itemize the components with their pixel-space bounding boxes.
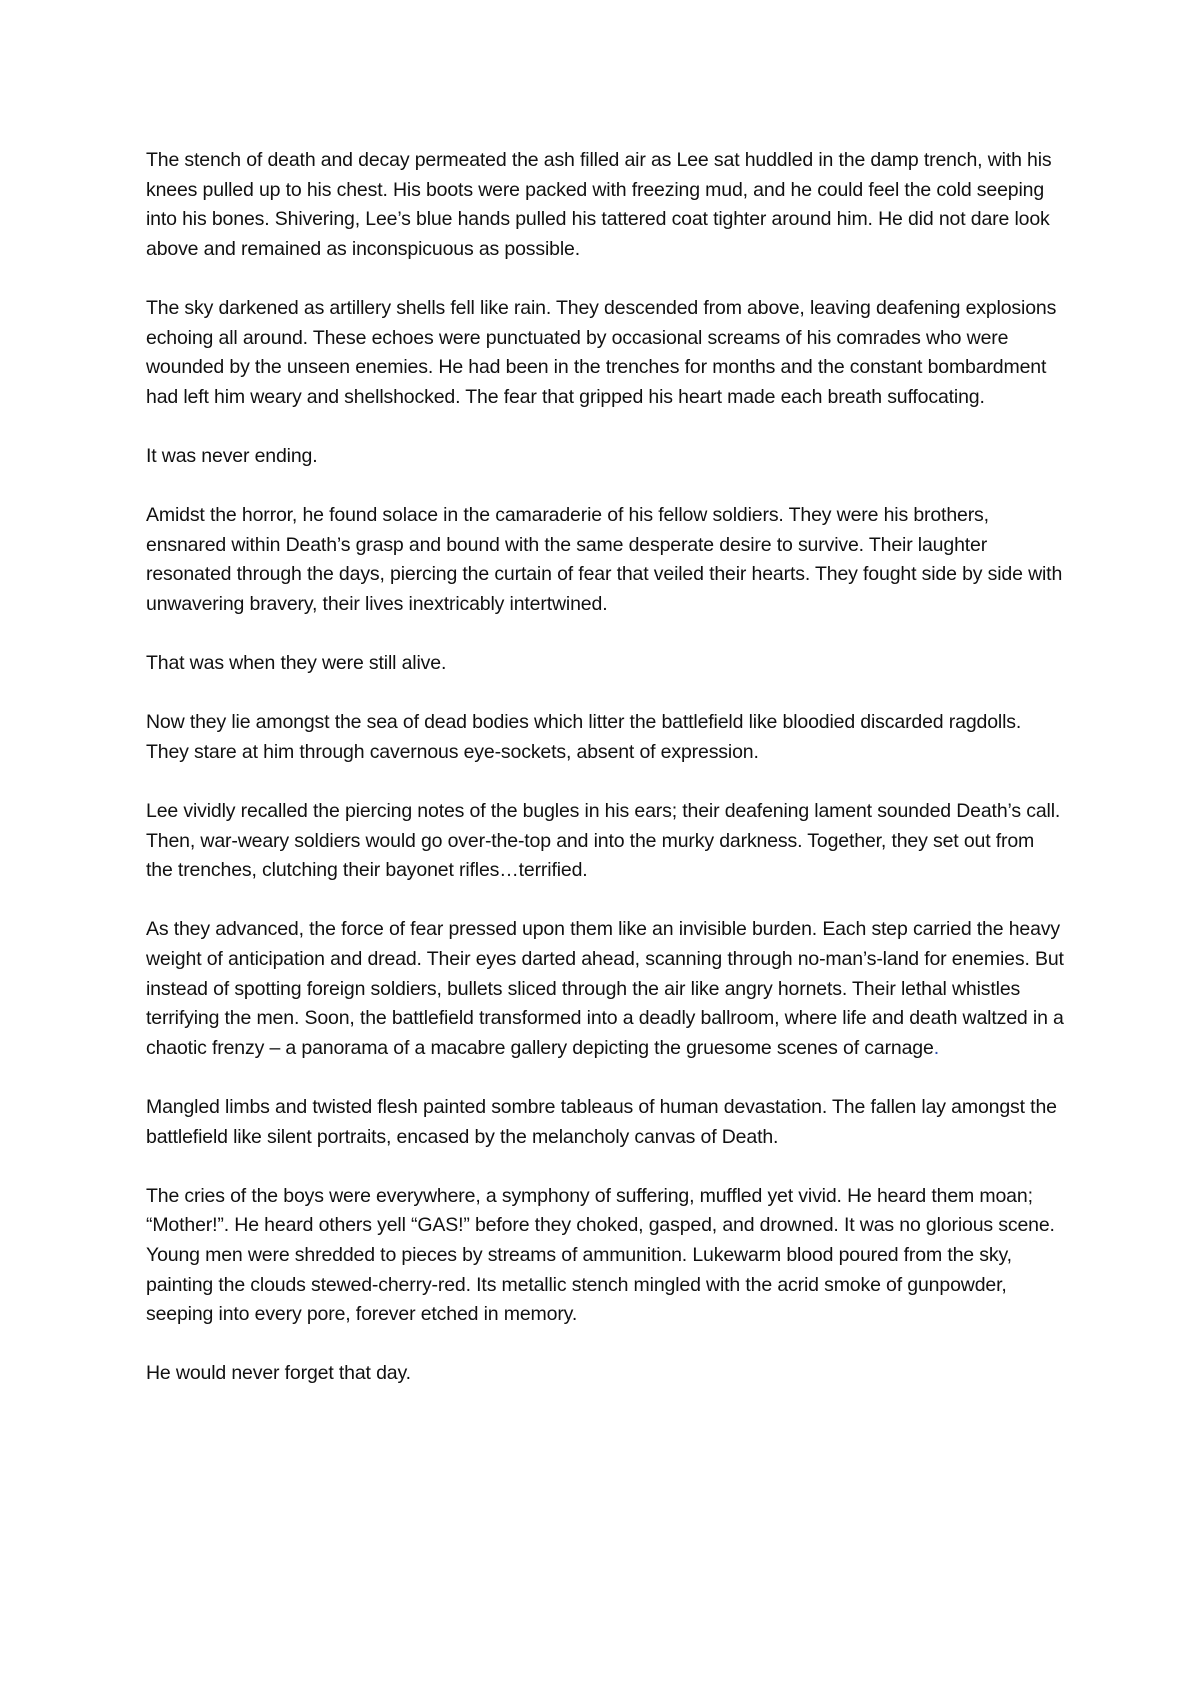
paragraph-5: That was when they were still alive. xyxy=(146,652,447,675)
document-body xyxy=(146,146,1066,1419)
paragraph-1: The stench of death and decay permeated the ash filled air as Lee sat huddled in the damp trench, with his knees pulled up to his chest. His boots were packed with freezing mud, and he could feel the cold seeping into his bones. Shivering, Lee’s blue hands pulled his tattered coat tighter around him. He did not dare look above and remained as inconspicuous as possible. xyxy=(146,149,1052,260)
paragraph-4: Amidst the horror, he found solace in the camaraderie of his fellow soldiers. They were his brothers, ensnared within Death’s grasp and bound with the same desperate desire to survive. Their laughter resonated through the days, piercing the curtain of fear that veiled their hearts. They fought side by side with unwavering bravery, their lives inextricably intertwined. xyxy=(146,504,1063,615)
accent-period: . xyxy=(933,1036,939,1059)
paragraph-8-text: As they advanced, the force of fear pressed upon them like an invisible burden. Each step carried the heavy weight of anticipation and dread. Their eyes darted ahead, scanning through no-man’s-land for enemies. But instead of spotting foreign soldiers, bullets sliced through the air like angry hornets. Their lethal whistles terrifying the men. Soon, the battlefield transformed into a deadly ballroom, where life and death waltzed in a chaotic frenzy – a panorama of a macabre gallery depicting the gruesome scenes of carnage xyxy=(146,918,1064,1059)
paragraph-6: Now they lie amongst the sea of dead bodies which litter the battlefield like bloodied discarded ragdolls. They stare at him through cavernous eye-sockets, absent of expression. xyxy=(146,711,1022,763)
paragraph-11: He would never forget that day. xyxy=(146,1362,411,1385)
paragraph-7: Lee vividly recalled the piercing notes of the bugles in his ears; their deafening lament sounded Death’s call. Then, war-weary soldiers would go over-the-top and into the murky darkness. Together, they set out from the trenches, clutching their bayonet rifles…terrified. xyxy=(146,800,1061,882)
paragraph-10: The cries of the boys were everywhere, a symphony of suffering, muffled yet vivid. He heard them moan; “Mother!”. He heard others yell “GAS!” before they choked, gasped, and drowned. It was no glorious scene. Young men were shredded to pieces by streams of ammunition. Lukewarm blood poured from the sky, painting the clouds stewed-cherry-red. Its metallic stench mingled with the acrid smoke of gunpowder, seeping into every pore, forever etched in memory. xyxy=(146,1184,1055,1326)
paragraph-9: Mangled limbs and twisted flesh painted sombre tableaus of human devastation. The fallen lay amongst the battlefield like silent portraits, encased by the melancholy canvas of Death. xyxy=(146,1096,1057,1148)
paragraph-2: The sky darkened as artillery shells fell like rain. They descended from above, leaving deafening explosions echoing all around. These echoes were punctuated by occasional screams of his comrades who were wounded by the unseen enemies. He had been in the trenches for months and the constant bombardment had left him weary and shellshocked. The fear that gripped his heart made each breath suffocating. xyxy=(146,296,1057,408)
paragraph-8 xyxy=(146,915,1066,1063)
paragraph-3: It was never ending. xyxy=(146,444,318,467)
